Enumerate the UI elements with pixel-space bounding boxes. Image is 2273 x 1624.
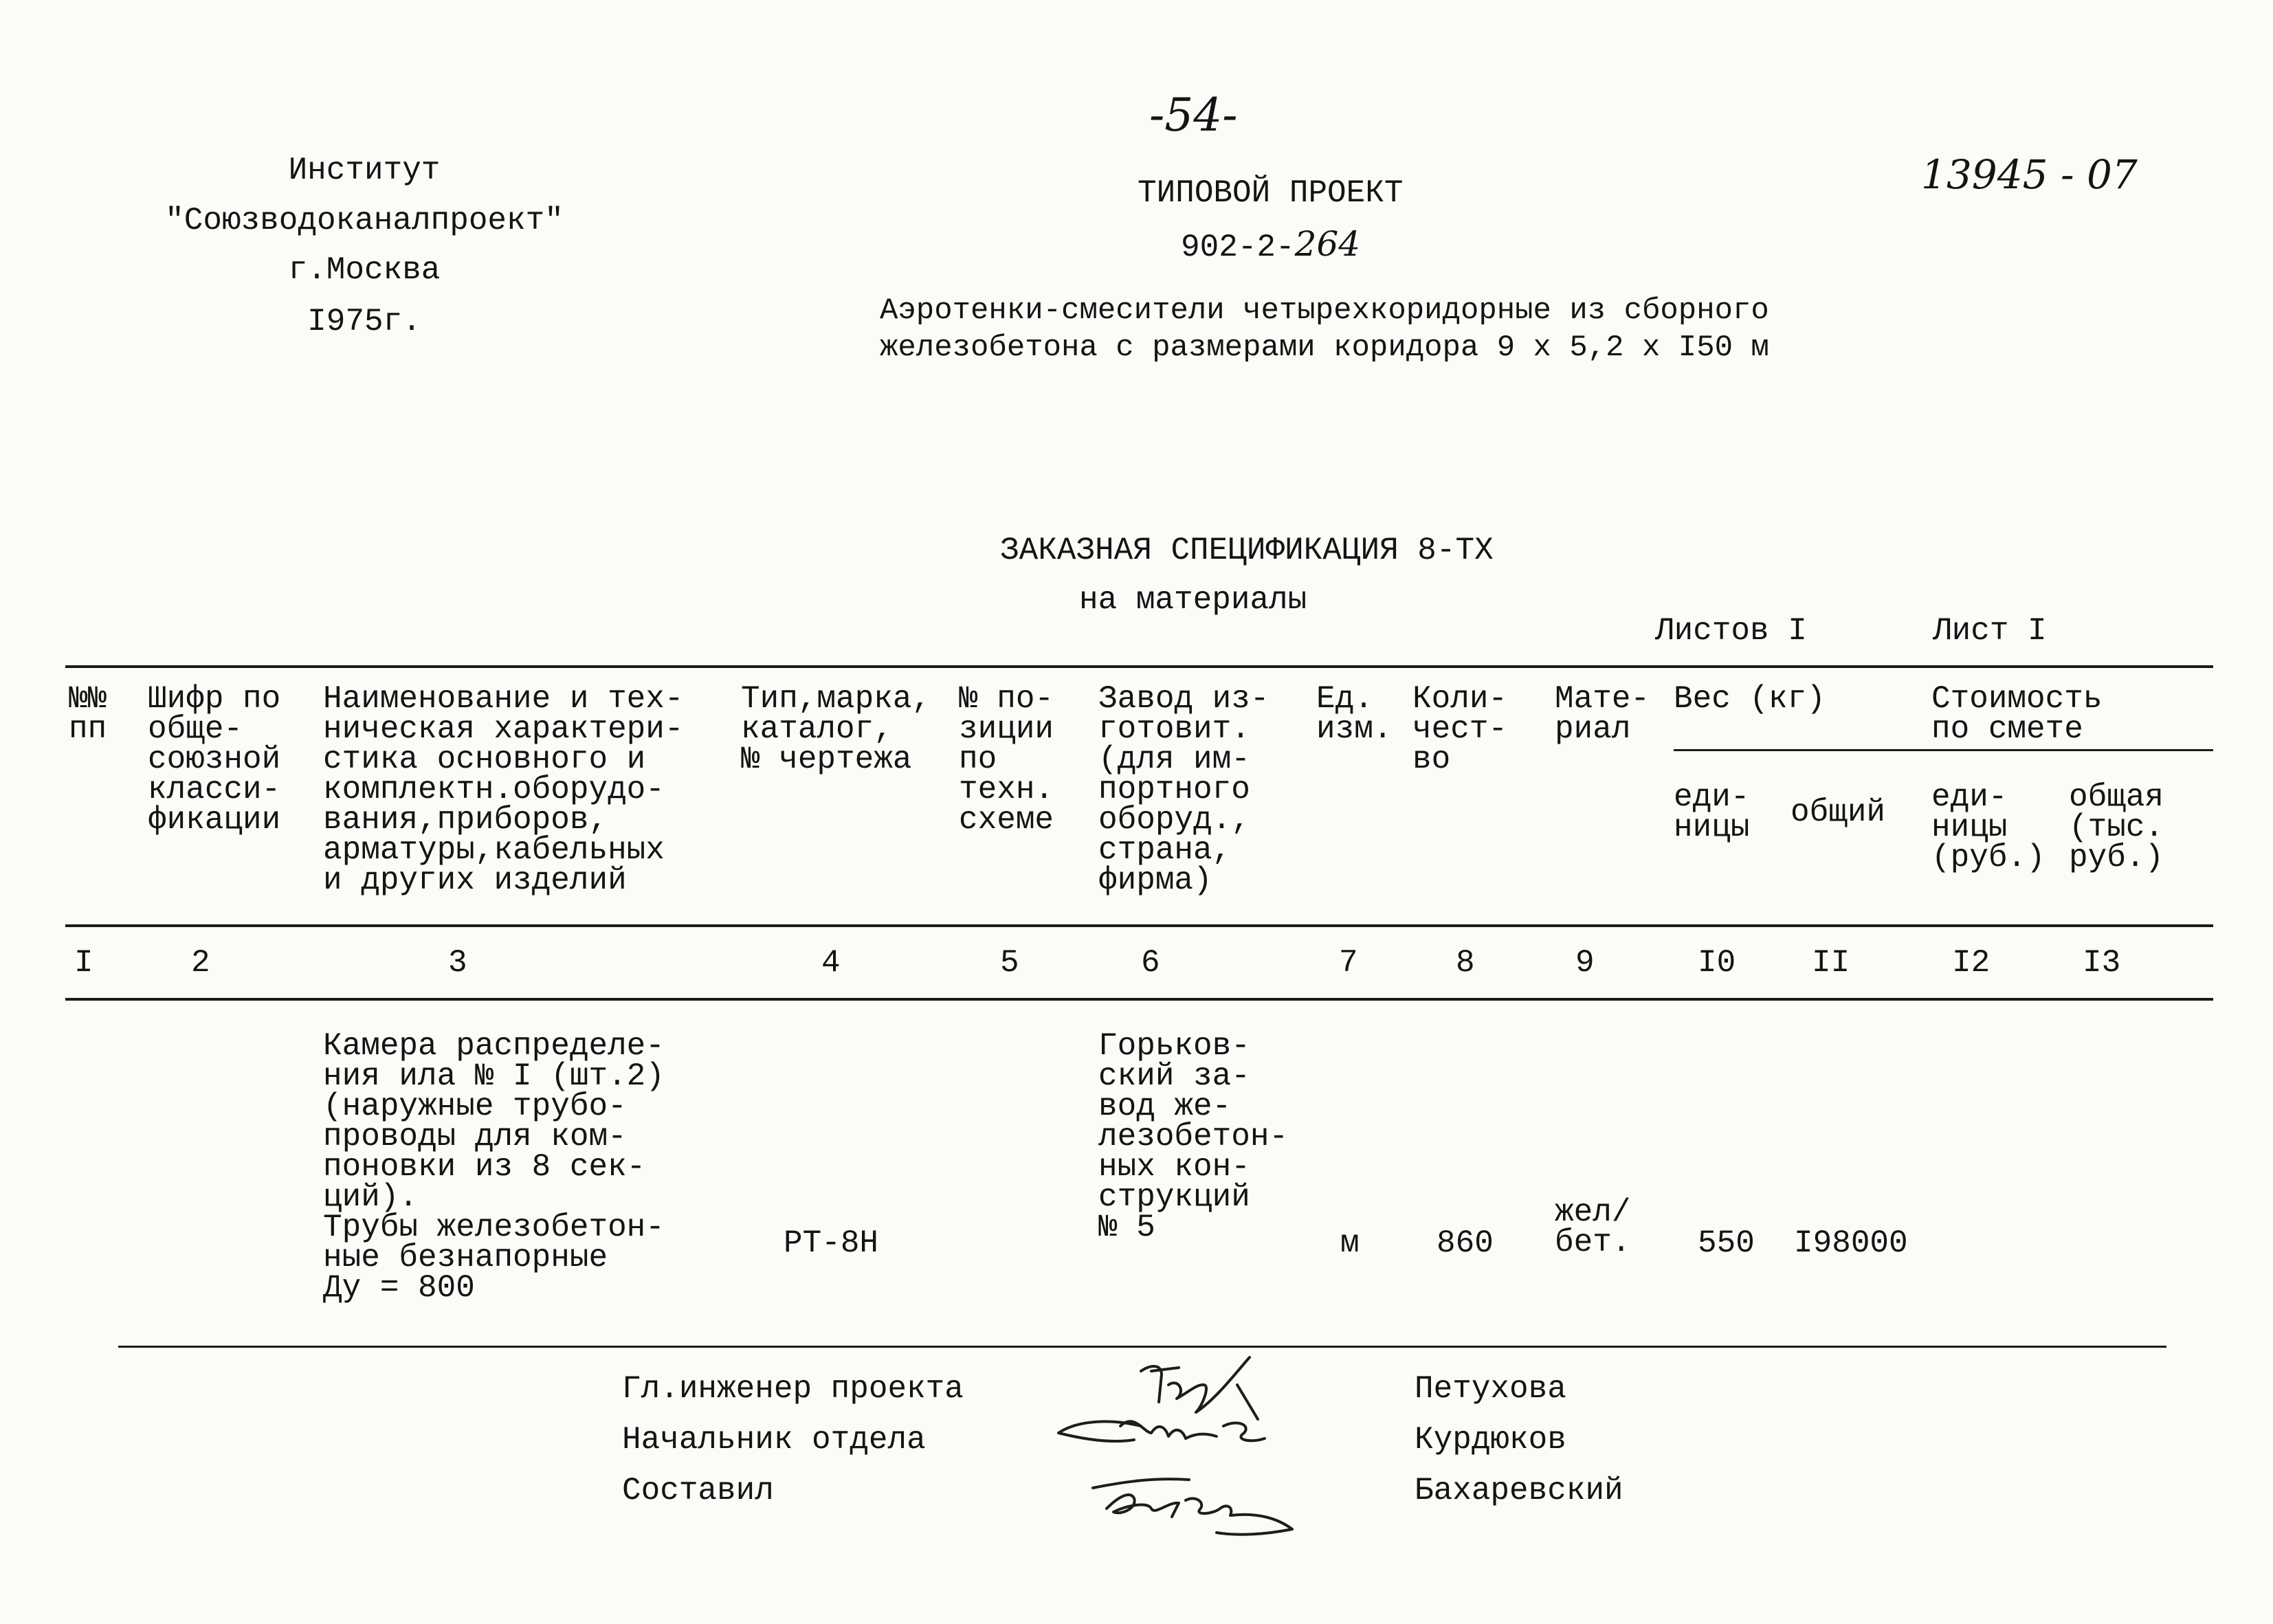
header-cost-unit: еди- ницы (руб.): [1931, 779, 2045, 876]
col-number: I3: [2083, 945, 2121, 981]
header-cost-group: Стоимость по смете: [1931, 681, 2103, 747]
institute-year: I975г.: [307, 304, 421, 340]
col-number: 3: [448, 945, 467, 981]
stamp-number: 13945 - 07: [1921, 151, 2138, 198]
institute-full-name: "Союзводоканалпроект": [165, 203, 564, 238]
col-number: II: [1812, 945, 1850, 981]
signature-name: Петухова: [1415, 1371, 1566, 1407]
spec-title: ЗАКАЗНАЯ СПЕЦИФИКАЦИЯ 8-ТХ: [1000, 533, 1494, 568]
spec-subtitle: на материалы: [1079, 582, 1307, 618]
header-bottom-rule: [65, 924, 2213, 927]
row-weight-unit: 550: [1698, 1225, 1755, 1261]
signature-role: Составил: [622, 1473, 774, 1509]
project-title-line2: железобетона с размерами коридора 9 x 5,2 x I50 м: [880, 331, 1769, 365]
header-quantity: Коли- чест- во: [1412, 681, 1508, 777]
col-number: 5: [1000, 945, 1019, 981]
header-name-description: Наименование и тех- ническая характери- стика основного и комплектн.оборудо- вания,приборов, арматуры,кабельных и других изделий: [323, 681, 684, 898]
header-scheme-position: № по- зиции по техн. схеме: [959, 681, 1054, 838]
header-material: Мате- риал: [1555, 681, 1650, 747]
sheets-total: Листов I: [1655, 613, 1807, 649]
header-cost-total: общая (тыс. руб.): [2069, 779, 2164, 876]
project-title-line1: Аэротенки-смесители четырехкоридорные из сборного: [880, 293, 1769, 328]
signature-name: Бахаревский: [1415, 1473, 1623, 1509]
project-number: [1181, 224, 1361, 265]
header-classification-code: Шифр по обще- союзной класси- фикации: [148, 681, 281, 838]
col-number: I2: [1952, 945, 1991, 981]
header-row-number: №№ пп: [69, 681, 107, 747]
sheet-number: Лист I: [1933, 613, 2047, 649]
row-item-name: Камера распределе- ния ила № I (шт.2) (наружные трубо- проводы для ком- поновки из 8 сек- ций). Трубы железобетон- ные безнапорные Ду = 800: [323, 1028, 665, 1306]
col-number: 4: [821, 945, 841, 981]
col-number: 2: [191, 945, 210, 981]
weight-cost-subheader-rule: [1674, 749, 2213, 751]
row-material: жел/ бет.: [1555, 1194, 1631, 1260]
institute-city: г.Москва: [288, 252, 441, 288]
header-type-catalog: Тип,марка, каталог, № чертежа: [741, 681, 931, 777]
project-number-handwritten: 264: [1294, 224, 1361, 264]
header-manufacturer: Завод из- готовит. (для им- портного оборуд., страна, фирма): [1098, 681, 1269, 898]
project-number-prefix: 902-2-: [1181, 230, 1295, 265]
col-number: 7: [1339, 945, 1358, 981]
col-number: I: [74, 945, 93, 981]
handwritten-signatures: [1031, 1344, 1361, 1543]
col-number: 9: [1575, 945, 1595, 981]
project-type: ТИПОВОЙ ПРОЕКТ: [1138, 175, 1404, 211]
signature-role: Начальник отдела: [622, 1422, 926, 1458]
row-manufacturer: Горьков- ский за- вод же- лезобетон- ных кон- струкций № 5: [1098, 1028, 1289, 1245]
row-type: РТ-8Н: [784, 1225, 879, 1261]
signature-name: Курдюков: [1415, 1422, 1566, 1458]
col-number: 6: [1141, 945, 1160, 981]
signature-role: Гл.инженер проекта: [622, 1371, 964, 1407]
header-weight-total: общий: [1790, 794, 1886, 830]
header-unit: Ед. изм.: [1316, 681, 1393, 747]
col-number: 8: [1456, 945, 1475, 981]
institute-name: Институт: [288, 153, 441, 188]
row-quantity: 860: [1437, 1225, 1494, 1261]
table-top-rule: [65, 665, 2213, 668]
header-weight-unit: еди- ницы: [1674, 779, 1750, 845]
page-number: -54-: [1149, 89, 1238, 142]
col-number: I0: [1698, 945, 1736, 981]
row-unit: м: [1340, 1225, 1360, 1261]
header-weight-group: Вес (кг): [1674, 681, 1826, 717]
row-weight-total: I98000: [1794, 1225, 1908, 1261]
column-numbers-bottom-rule: [65, 998, 2213, 1001]
